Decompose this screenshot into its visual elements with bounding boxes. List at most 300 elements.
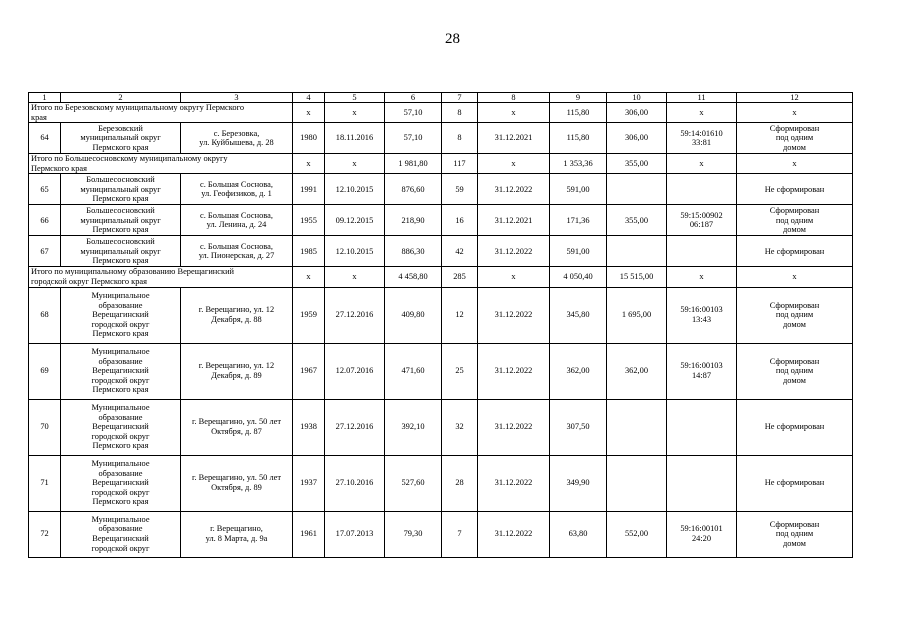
subtotal-cell-9 bbox=[550, 267, 607, 287]
cell-col-1 bbox=[29, 174, 61, 205]
column-number-cell-text: 4 bbox=[306, 93, 311, 102]
cell-col-5-text: 12.10.2015 bbox=[335, 246, 374, 256]
cell-col-3-text: г. Верещагино, ул. 12 Декабря, д. 88 bbox=[198, 305, 275, 325]
subtotal-cell-10-text: 15 515,00 bbox=[619, 272, 654, 282]
cell-col-2 bbox=[61, 205, 181, 236]
cell-col-10 bbox=[607, 174, 667, 205]
cell-col-11-text: 59:16:00101 24:20 bbox=[680, 524, 723, 544]
subtotal-cell-6-text: 4 458,80 bbox=[398, 272, 428, 282]
cell-col-5-text: 12.10.2015 bbox=[335, 184, 374, 194]
cell-col-4 bbox=[293, 511, 325, 557]
column-number-row bbox=[29, 93, 853, 103]
column-number-cell-text: 8 bbox=[511, 93, 516, 102]
subtotal-label-text: Итого по Березовскому муниципальному округу Пермского края bbox=[31, 103, 245, 122]
cell-col-9-text: 307,50 bbox=[566, 422, 590, 432]
subtotal-label bbox=[29, 103, 293, 123]
subtotal-cell-10 bbox=[607, 154, 667, 174]
cell-col-1-text: 64 bbox=[40, 133, 49, 143]
subtotal-cell-5-text: x bbox=[352, 158, 357, 168]
cell-col-2-text: Большесосновский муниципальный округ Пермского края bbox=[80, 236, 161, 266]
cell-col-11 bbox=[667, 123, 737, 154]
cell-col-12-text: Сформирован под одним домом bbox=[769, 356, 820, 385]
cell-col-1-text: 69 bbox=[40, 366, 49, 376]
cell-col-6 bbox=[385, 287, 442, 343]
cell-col-1 bbox=[29, 205, 61, 236]
subtotal-row bbox=[29, 154, 853, 174]
cell-col-5 bbox=[325, 399, 385, 455]
subtotal-cell-11-text: x bbox=[699, 158, 704, 168]
cell-col-7 bbox=[442, 511, 478, 557]
cell-col-1 bbox=[29, 287, 61, 343]
cell-col-7-text: 12 bbox=[455, 310, 464, 320]
cell-col-7-text: 16 bbox=[455, 215, 464, 225]
subtotal-cell-12 bbox=[737, 154, 853, 174]
cell-col-2 bbox=[61, 455, 181, 511]
cell-col-4-text: 1967 bbox=[300, 366, 317, 376]
subtotal-cell-6 bbox=[385, 154, 442, 174]
subtotal-cell-11 bbox=[667, 103, 737, 123]
cell-col-3 bbox=[181, 174, 293, 205]
cell-col-12 bbox=[737, 287, 853, 343]
cell-col-3-text: г. Верещагино, ул. 12 Декабря, д. 89 bbox=[198, 361, 275, 381]
cell-col-9-text: 362,00 bbox=[566, 366, 590, 376]
subtotal-cell-5 bbox=[325, 103, 385, 123]
cell-col-10 bbox=[607, 287, 667, 343]
table-row bbox=[29, 399, 853, 455]
cell-col-2 bbox=[61, 511, 181, 557]
cell-col-1-text: 67 bbox=[40, 246, 49, 256]
cell-col-9-text: 115,80 bbox=[566, 133, 590, 143]
cell-col-4-text: 1961 bbox=[300, 529, 317, 539]
table-row bbox=[29, 174, 853, 205]
subtotal-cell-4-text: x bbox=[306, 107, 311, 117]
cell-col-6 bbox=[385, 399, 442, 455]
column-number-cell bbox=[293, 93, 325, 103]
subtotal-cell-12-text: x bbox=[792, 272, 797, 282]
column-number-cell bbox=[737, 93, 853, 103]
column-number-cell-text: 1 bbox=[42, 93, 47, 102]
cell-col-5-text: 27.12.2016 bbox=[335, 422, 374, 432]
cell-col-8-text: 31.12.2022 bbox=[494, 366, 533, 376]
cell-col-2 bbox=[61, 123, 181, 154]
cell-col-9 bbox=[550, 174, 607, 205]
cell-col-11 bbox=[667, 174, 737, 205]
cell-col-7-text: 59 bbox=[455, 184, 464, 194]
cell-col-4 bbox=[293, 287, 325, 343]
cell-col-9 bbox=[550, 511, 607, 557]
column-number-cell-text: 7 bbox=[457, 93, 462, 102]
cell-col-2-text: Муниципальное образование Верещагинский городской округ Пермского края bbox=[91, 291, 150, 339]
cell-col-3 bbox=[181, 123, 293, 154]
cell-col-4-text: 1959 bbox=[300, 310, 317, 320]
cell-col-11-text: 59:16:00103 14:87 bbox=[680, 361, 723, 381]
subtotal-cell-11 bbox=[667, 154, 737, 174]
cell-col-8 bbox=[478, 343, 550, 399]
cell-col-3 bbox=[181, 455, 293, 511]
subtotal-cell-10-text: 306,00 bbox=[624, 107, 649, 117]
cell-col-2 bbox=[61, 343, 181, 399]
column-number-cell bbox=[61, 93, 181, 103]
subtotal-cell-5 bbox=[325, 267, 385, 287]
cell-col-12-text: Сформирован под одним домом bbox=[769, 519, 820, 548]
table-row bbox=[29, 511, 853, 557]
cell-col-10 bbox=[607, 123, 667, 154]
cell-col-12-text: Не сформирован bbox=[764, 246, 825, 256]
column-number-cell-text: 11 bbox=[697, 93, 706, 102]
cell-col-9-text: 591,00 bbox=[566, 184, 590, 194]
cell-col-4-text: 1991 bbox=[300, 184, 317, 194]
column-number-cell bbox=[385, 93, 442, 103]
subtotal-cell-12-text: x bbox=[792, 158, 797, 168]
cell-col-9-text: 171,36 bbox=[566, 215, 590, 225]
cell-col-8-text: 31.12.2021 bbox=[494, 215, 533, 225]
cell-col-1-text: 70 bbox=[40, 422, 49, 432]
subtotal-cell-8 bbox=[478, 103, 550, 123]
subtotal-row bbox=[29, 103, 853, 123]
cell-col-5-text: 17.07.2013 bbox=[335, 529, 374, 539]
cell-col-5 bbox=[325, 236, 385, 267]
subtotal-label-text: Итого по Большесосновскому муниципальному округу Пермского края bbox=[31, 154, 228, 173]
cell-col-10-text: 355,00 bbox=[624, 215, 649, 225]
subtotal-cell-10 bbox=[607, 103, 667, 123]
cell-col-6-text: 79,30 bbox=[403, 529, 423, 539]
subtotal-cell-6 bbox=[385, 103, 442, 123]
cell-col-6 bbox=[385, 174, 442, 205]
subtotal-label-text: Итого по муниципальному образованию Верещагинский городской округ Пермского края bbox=[31, 267, 235, 286]
cell-col-12-text: Сформирован под одним домом bbox=[769, 300, 820, 329]
cell-col-6 bbox=[385, 343, 442, 399]
housing-registry-table bbox=[28, 92, 853, 558]
cell-col-9-text: 63,80 bbox=[568, 529, 588, 539]
cell-col-7-text: 8 bbox=[457, 133, 462, 143]
cell-col-12 bbox=[737, 174, 853, 205]
subtotal-cell-7 bbox=[442, 154, 478, 174]
cell-col-10-text: 362,00 bbox=[624, 366, 649, 376]
column-number-cell bbox=[325, 93, 385, 103]
cell-col-7 bbox=[442, 455, 478, 511]
table-body bbox=[29, 93, 853, 558]
cell-col-2-text: Большесосновский муниципальный округ Пермского края bbox=[80, 174, 161, 204]
cell-col-12 bbox=[737, 511, 853, 557]
cell-col-3-text: г. Верещагино, ул. 50 лет Октября, д. 89 bbox=[191, 473, 282, 493]
cell-col-11-text: 59:16:00103 13:43 bbox=[680, 305, 723, 325]
cell-col-3-text: с. Березовка, ул. Куйбышева, д. 28 bbox=[199, 128, 274, 148]
cell-col-2 bbox=[61, 287, 181, 343]
subtotal-cell-8-text: x bbox=[511, 107, 516, 117]
cell-col-2-text: Муниципальное образование Верещагинский городской округ Пермского края bbox=[91, 403, 150, 451]
cell-col-1-text: 72 bbox=[40, 529, 49, 539]
table-row bbox=[29, 455, 853, 511]
column-number-cell bbox=[29, 93, 61, 103]
cell-col-5 bbox=[325, 343, 385, 399]
cell-col-1-text: 66 bbox=[40, 215, 49, 225]
column-number-cell-text: 2 bbox=[118, 93, 123, 102]
cell-col-12-text: Не сформирован bbox=[764, 422, 825, 432]
cell-col-5-text: 12.07.2016 bbox=[335, 366, 374, 376]
cell-col-3 bbox=[181, 399, 293, 455]
subtotal-cell-7-text: 8 bbox=[457, 107, 462, 117]
column-number-cell-text: 9 bbox=[575, 93, 581, 102]
subtotal-cell-6 bbox=[385, 267, 442, 287]
cell-col-12 bbox=[737, 236, 853, 267]
cell-col-8 bbox=[478, 455, 550, 511]
subtotal-cell-7-text: 285 bbox=[453, 272, 466, 282]
cell-col-8 bbox=[478, 174, 550, 205]
subtotal-cell-7 bbox=[442, 267, 478, 287]
cell-col-8-text: 31.12.2022 bbox=[494, 310, 533, 320]
subtotal-label bbox=[29, 267, 293, 287]
subtotal-cell-8-text: x bbox=[511, 272, 516, 282]
table-row bbox=[29, 287, 853, 343]
subtotal-label bbox=[29, 154, 293, 174]
cell-col-11 bbox=[667, 343, 737, 399]
cell-col-3-text: г. Верещагино, ул. 8 Марта, д. 9а bbox=[205, 524, 268, 544]
subtotal-cell-6-text: 57,10 bbox=[403, 107, 423, 117]
cell-col-12 bbox=[737, 123, 853, 154]
cell-col-5 bbox=[325, 205, 385, 236]
cell-col-1 bbox=[29, 236, 61, 267]
cell-col-4 bbox=[293, 205, 325, 236]
subtotal-cell-10-text: 355,00 bbox=[624, 158, 649, 168]
cell-col-10-text: 1 695,00 bbox=[621, 310, 652, 320]
cell-col-5-text: 27.10.2016 bbox=[335, 478, 374, 488]
cell-col-8 bbox=[478, 236, 550, 267]
table-row bbox=[29, 343, 853, 399]
cell-col-10-text: 306,00 bbox=[624, 133, 649, 143]
cell-col-7 bbox=[442, 287, 478, 343]
cell-col-6 bbox=[385, 205, 442, 236]
subtotal-cell-8 bbox=[478, 154, 550, 174]
cell-col-6 bbox=[385, 123, 442, 154]
subtotal-cell-9 bbox=[550, 103, 607, 123]
cell-col-8 bbox=[478, 399, 550, 455]
subtotal-cell-7 bbox=[442, 103, 478, 123]
cell-col-5-text: 27.12.2016 bbox=[335, 310, 374, 320]
cell-col-2-text: Березовский муниципальный округ Пермского края bbox=[80, 123, 161, 152]
cell-col-4-text: 1938 bbox=[300, 422, 317, 432]
cell-col-2 bbox=[61, 399, 181, 455]
subtotal-cell-4 bbox=[293, 154, 325, 174]
cell-col-11 bbox=[667, 236, 737, 267]
column-number-cell bbox=[607, 93, 667, 103]
cell-col-12-text: Не сформирован bbox=[764, 478, 825, 488]
cell-col-8-text: 31.12.2022 bbox=[494, 246, 533, 256]
cell-col-10-text: 552,00 bbox=[624, 529, 649, 539]
table-row bbox=[29, 236, 853, 267]
cell-col-12 bbox=[737, 343, 853, 399]
subtotal-cell-4 bbox=[293, 267, 325, 287]
subtotal-cell-5-text: x bbox=[352, 272, 357, 282]
cell-col-4-text: 1955 bbox=[300, 215, 317, 225]
cell-col-8-text: 31.12.2022 bbox=[494, 184, 533, 194]
cell-col-6-text: 471,60 bbox=[401, 366, 425, 376]
cell-col-7-text: 28 bbox=[455, 478, 464, 488]
cell-col-10 bbox=[607, 205, 667, 236]
page-number: 28 bbox=[445, 31, 460, 47]
cell-col-3 bbox=[181, 343, 293, 399]
cell-col-8-text: 31.12.2022 bbox=[494, 422, 533, 432]
subtotal-row bbox=[29, 267, 853, 287]
cell-col-3 bbox=[181, 287, 293, 343]
cell-col-1 bbox=[29, 455, 61, 511]
cell-col-8 bbox=[478, 205, 550, 236]
cell-col-10 bbox=[607, 399, 667, 455]
cell-col-12-text: Не сформирован bbox=[764, 184, 825, 194]
cell-col-9 bbox=[550, 123, 607, 154]
table-row bbox=[29, 205, 853, 236]
column-number-cell-text: 10 bbox=[632, 93, 641, 102]
cell-col-7 bbox=[442, 174, 478, 205]
cell-col-12-text: Сформирован под одним домом bbox=[769, 205, 820, 235]
cell-col-3 bbox=[181, 236, 293, 267]
cell-col-4 bbox=[293, 174, 325, 205]
cell-col-2-text: Муниципальное образование Верещагинский городской округ bbox=[91, 514, 150, 553]
column-number-cell-text: 3 bbox=[234, 93, 239, 102]
subtotal-cell-11-text: x bbox=[699, 272, 704, 282]
cell-col-3-text: г. Верещагино, ул. 50 лет Октября, д. 87 bbox=[191, 417, 282, 437]
cell-col-10 bbox=[607, 511, 667, 557]
cell-col-12-text: Сформирован под одним домом bbox=[769, 123, 820, 152]
cell-col-3 bbox=[181, 511, 293, 557]
cell-col-11 bbox=[667, 287, 737, 343]
cell-col-7-text: 32 bbox=[455, 422, 464, 432]
subtotal-cell-9-text: 1 353,36 bbox=[563, 158, 593, 168]
cell-col-8-text: 31.12.2021 bbox=[494, 133, 533, 143]
cell-col-1-text: 71 bbox=[40, 478, 49, 488]
cell-col-7-text: 25 bbox=[455, 366, 464, 376]
cell-col-9-text: 349,90 bbox=[566, 478, 590, 488]
subtotal-cell-4 bbox=[293, 103, 325, 123]
cell-col-5-text: 18.11.2016 bbox=[335, 133, 374, 143]
cell-col-9 bbox=[550, 455, 607, 511]
subtotal-cell-9-text: 4 050,40 bbox=[563, 272, 593, 282]
cell-col-9 bbox=[550, 236, 607, 267]
cell-col-6 bbox=[385, 455, 442, 511]
column-number-cell-text: 6 bbox=[410, 93, 416, 102]
cell-col-11 bbox=[667, 205, 737, 236]
cell-col-9-text: 591,00 bbox=[566, 246, 590, 256]
cell-col-1 bbox=[29, 399, 61, 455]
column-number-cell-text: 12 bbox=[790, 93, 799, 102]
cell-col-7 bbox=[442, 236, 478, 267]
cell-col-7-text: 7 bbox=[457, 529, 462, 539]
cell-col-6-text: 57,10 bbox=[403, 133, 423, 143]
subtotal-cell-7-text: 117 bbox=[453, 158, 466, 168]
cell-col-2-text: Большесосновский муниципальный округ Пермского края bbox=[80, 205, 161, 235]
cell-col-6-text: 886,30 bbox=[401, 246, 425, 256]
subtotal-cell-8 bbox=[478, 267, 550, 287]
cell-col-4-text: 1985 bbox=[300, 246, 317, 256]
cell-col-4 bbox=[293, 399, 325, 455]
cell-col-5 bbox=[325, 174, 385, 205]
cell-col-1 bbox=[29, 123, 61, 154]
cell-col-5-text: 09.12.2015 bbox=[335, 215, 374, 225]
subtotal-cell-12 bbox=[737, 267, 853, 287]
cell-col-2 bbox=[61, 236, 181, 267]
cell-col-1-text: 65 bbox=[40, 184, 49, 194]
cell-col-6-text: 876,60 bbox=[401, 184, 425, 194]
cell-col-10 bbox=[607, 236, 667, 267]
cell-col-11 bbox=[667, 399, 737, 455]
column-number-cell bbox=[478, 93, 550, 103]
cell-col-5 bbox=[325, 123, 385, 154]
cell-col-5 bbox=[325, 511, 385, 557]
cell-col-6-text: 218,90 bbox=[401, 215, 425, 225]
cell-col-8 bbox=[478, 287, 550, 343]
cell-col-6-text: 527,60 bbox=[401, 478, 425, 488]
cell-col-2 bbox=[61, 174, 181, 205]
cell-col-2-text: Муниципальное образование Верещагинский городской округ Пермского края bbox=[91, 459, 150, 507]
cell-col-7 bbox=[442, 343, 478, 399]
cell-col-4 bbox=[293, 236, 325, 267]
subtotal-cell-12-text: x bbox=[792, 107, 797, 117]
cell-col-10 bbox=[607, 343, 667, 399]
cell-col-8-text: 31.12.2022 bbox=[494, 529, 533, 539]
cell-col-1 bbox=[29, 343, 61, 399]
cell-col-9 bbox=[550, 343, 607, 399]
cell-col-12 bbox=[737, 455, 853, 511]
subtotal-cell-9-text: 115,80 bbox=[566, 107, 590, 117]
subtotal-cell-4-text: x bbox=[306, 158, 311, 168]
cell-col-10 bbox=[607, 455, 667, 511]
column-number-cell bbox=[181, 93, 293, 103]
cell-col-8 bbox=[478, 511, 550, 557]
subtotal-cell-8-text: x bbox=[511, 158, 516, 168]
cell-col-7 bbox=[442, 399, 478, 455]
cell-col-4-text: 1937 bbox=[300, 478, 317, 488]
cell-col-7 bbox=[442, 205, 478, 236]
cell-col-9 bbox=[550, 399, 607, 455]
cell-col-7-text: 42 bbox=[455, 246, 464, 256]
cell-col-4 bbox=[293, 123, 325, 154]
cell-col-5 bbox=[325, 455, 385, 511]
subtotal-cell-5 bbox=[325, 154, 385, 174]
cell-col-9 bbox=[550, 205, 607, 236]
cell-col-8 bbox=[478, 123, 550, 154]
cell-col-3 bbox=[181, 205, 293, 236]
subtotal-cell-10 bbox=[607, 267, 667, 287]
cell-col-9-text: 345,80 bbox=[566, 310, 590, 320]
cell-col-11-text: 59:14:01610 33:81 bbox=[680, 128, 723, 148]
cell-col-9 bbox=[550, 287, 607, 343]
cell-col-3-text: с. Большая Соснова, ул. Пионерская, д. 27 bbox=[198, 241, 275, 261]
cell-col-3-text: с. Большая Соснова, ул. Ленина, д. 24 bbox=[200, 210, 273, 230]
subtotal-cell-9 bbox=[550, 154, 607, 174]
column-number-cell bbox=[667, 93, 737, 103]
cell-col-11 bbox=[667, 455, 737, 511]
cell-col-6 bbox=[385, 511, 442, 557]
subtotal-cell-12 bbox=[737, 103, 853, 123]
cell-col-11 bbox=[667, 511, 737, 557]
cell-col-3-text: с. Большая Соснова, ул. Геофизиков, д. 1 bbox=[200, 179, 273, 199]
cell-col-5 bbox=[325, 287, 385, 343]
cell-col-4-text: 1980 bbox=[300, 133, 317, 143]
cell-col-6-text: 409,80 bbox=[401, 310, 425, 320]
column-number-cell-text: 5 bbox=[352, 93, 357, 102]
subtotal-cell-11-text: x bbox=[699, 107, 704, 117]
subtotal-cell-11 bbox=[667, 267, 737, 287]
column-number-cell bbox=[550, 93, 607, 103]
subtotal-cell-5-text: x bbox=[352, 107, 357, 117]
cell-col-11-text: 59:15:00902 06:187 bbox=[680, 210, 723, 230]
subtotal-cell-4-text: x bbox=[306, 272, 311, 282]
cell-col-4 bbox=[293, 455, 325, 511]
cell-col-6-text: 392,10 bbox=[401, 422, 425, 432]
cell-col-1 bbox=[29, 511, 61, 557]
cell-col-12 bbox=[737, 205, 853, 236]
cell-col-1-text: 68 bbox=[40, 310, 49, 320]
table-row bbox=[29, 123, 853, 154]
